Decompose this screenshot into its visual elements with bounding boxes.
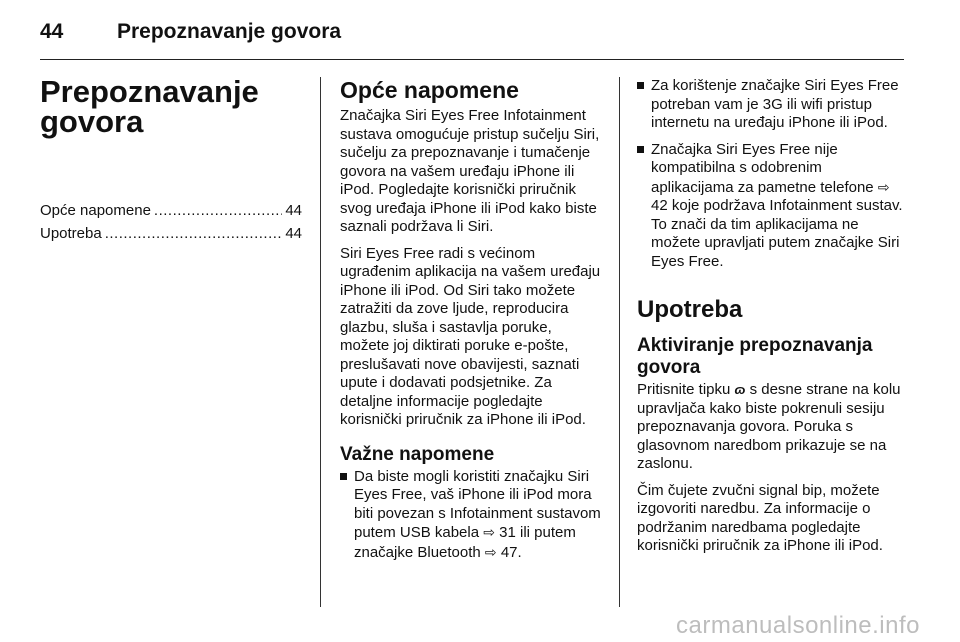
toc-leader (105, 222, 283, 245)
toc-label: Opće napomene (40, 202, 151, 219)
toc-entry-general[interactable] (40, 199, 302, 222)
page-reference-arrow-icon: ⇨ (484, 543, 497, 560)
usage-heading: Upotreba (637, 296, 743, 323)
general-notes-paragraph-2: Siri Eyes Free radi s većinom ugrađenim aplikacija na vašem uređaju iPhone ili iPod. Od Siri tako možete zatražiti da zove ljude, reproducira glazbu, sluša i sastavlja poruke, možete joj diktirati poruke e-pošte, preslušavati nove obavijesti, saznati upute i dodavati podsjetnike. Za detaljne informacije pogledajte korisnički priručnik za iPhone ili iPod. (340, 244, 601, 428)
usage-paragraph-2: Čim čujete zvučni signal bip, možete izgovoriti naredbu. Za informacije o podržanim naredbama pogledajte korisnički priručnik za iPhone ili iPod. (637, 481, 883, 554)
header-title: Prepoznavanje govora (117, 20, 342, 43)
usage-column (637, 77, 903, 564)
header-divider (40, 59, 904, 60)
toc-leader (154, 199, 282, 222)
column-divider-1 (320, 77, 321, 607)
page-reference-arrow-icon: ⇨ (483, 524, 495, 540)
square-bullet-icon (637, 82, 644, 89)
important-notes-list-continued (637, 77, 903, 271)
general-notes-column (340, 77, 602, 570)
list-item: Značajka Siri Eyes Free nije kompatibilna s odobrenim aplikacijama za pametne telefone ⇨ 42 koje podržava Infotainment sustav. To znači da tim aplikacijama ne možete upravljati putem značajke Siri Eyes Free. (637, 141, 903, 272)
usage-paragraph-1: Pritisnite tipku ɷ s desne strane na kolu upravljača kako biste pokrenuli sesiju prepoznavanja govora. Poruka s glasovnom naredbom prikazuje se na zaslonu. (637, 381, 901, 472)
page-reference-arrow-icon: ⇨ (877, 178, 890, 195)
page-reference-link[interactable]: 42 (651, 197, 668, 214)
voice-button-icon: ɷ (734, 382, 746, 397)
important-notes-heading: Važne napomene (340, 443, 495, 465)
toc-page: 44 (285, 225, 302, 242)
general-notes-heading: Opće napomene (340, 77, 519, 103)
page-reference-link[interactable]: 47 (500, 543, 518, 561)
square-bullet-icon (637, 146, 644, 153)
column-divider-2 (619, 77, 620, 607)
toc-page: 44 (285, 202, 302, 219)
list-item: Da biste mogli koristiti značajku Siri Eyes Free, vaš iPhone ili iPod mora biti povezan s Infotainment sustavom putem USB kabela ⇨ 31 ili putem značajke Bluetooth ⇨ 47. (340, 468, 602, 563)
page-header (40, 20, 904, 60)
general-notes-paragraph-1: Značajka Siri Eyes Free Infotainment sustava omogućuje pristup sučelju Siri, sučelju za prepoznavanje i tumačenje govora na vašem uređaju iPhone ili iPod. Pogledajte korisnički priručnik svog uređaja iPhone ili iPod kako biste saznali podržava li Siri. (340, 107, 600, 235)
activation-heading: Aktiviranje prepoznavanja govora (637, 335, 873, 378)
chapter-column (40, 74, 302, 245)
table-of-contents (40, 199, 302, 245)
important-notes-list (340, 468, 602, 563)
watermark: carmanualsonline.info (676, 612, 920, 639)
page-reference-link[interactable]: 31 (499, 524, 516, 541)
square-bullet-icon (340, 473, 347, 480)
list-item: Za korištenje značajke Siri Eyes Free potreban vam je 3G ili wifi pristup internetu na uređaju iPhone ili iPod. (637, 77, 903, 133)
page-number: 44 (40, 20, 64, 43)
toc-entry-usage[interactable] (40, 222, 302, 245)
chapter-title: Prepoznavanje govora (40, 74, 259, 139)
toc-label: Upotreba (40, 225, 102, 242)
